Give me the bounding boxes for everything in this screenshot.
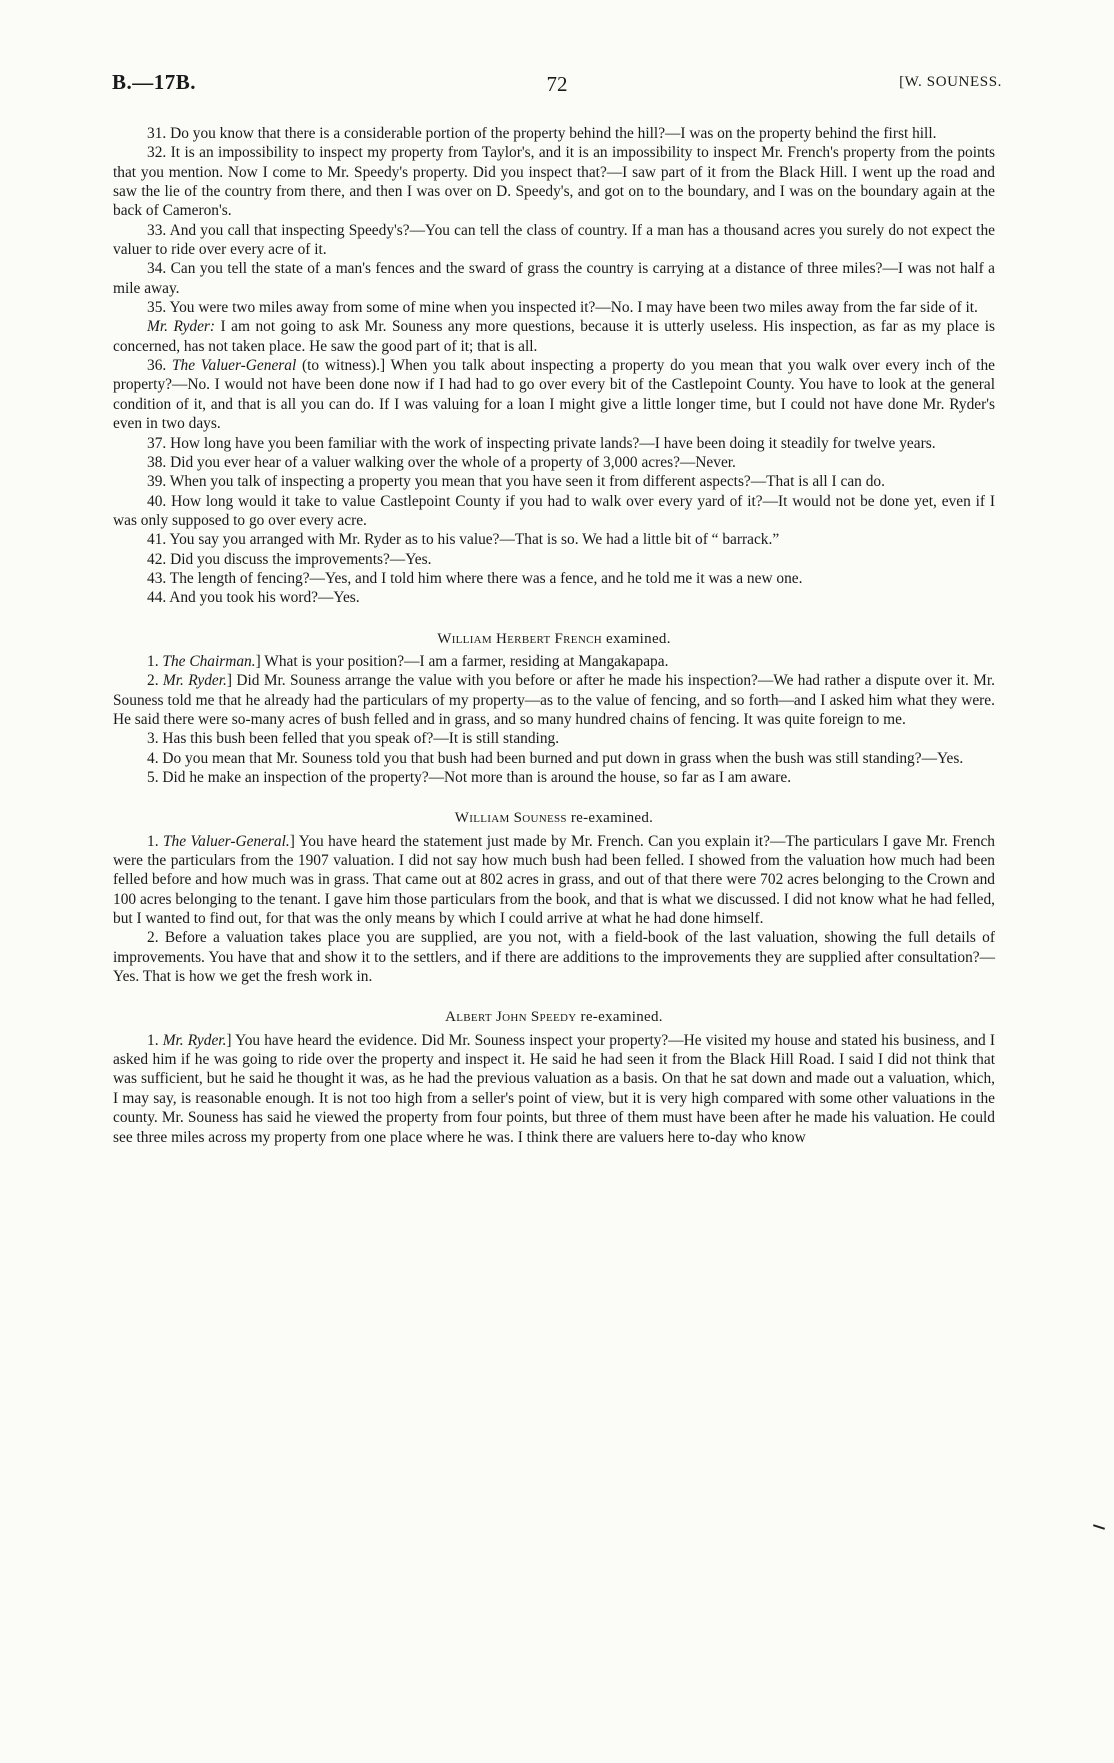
section-heading-french [113, 630, 995, 649]
paragraph-q37: 37. How long have you been familiar with the work of inspecting private lands?—I have been doing it steadily for twelve years. [147, 434, 936, 452]
paragraph-q43: 43. The length of fencing?—Yes, and I told him where there was a fence, and he told me it was a new one. [147, 569, 803, 587]
question-number: 1. [147, 652, 163, 670]
paragraph-q42: 42. Did you discuss the improvements?—Yes. [147, 550, 432, 568]
question-text: ] You have heard the statement just made by Mr. French. Can you explain it?—The particulars I gave Mr. French were the particulars from the 1907 valuation. I did not say how much bush had been felled. I showed from the valuation how much had been felled before and how much was in grass. That came out at 802 acres in grass, and out of that there were 702 acres belonging to the Crown and 100 acres belonging to the tenant. I gave him those particulars from the book, and that is what we discussed. I did not know what he had felled, but I wanted to find out, for that was the only means by which I could arrive at what he had done himself. [113, 832, 996, 928]
paragraph-french-q2 [113, 671, 995, 729]
series-number: B.—17B. [112, 70, 197, 94]
heading-suffix: examined. [601, 630, 671, 647]
paragraph-french-q5: 5. Did he make an inspection of the property?—Not more than is around the house, so far as I am aware. [147, 769, 792, 786]
paragraph-q35: 35. You were two miles away from some of mine when you inspected it?—No. I may have been two miles away from the far side of it. [147, 299, 978, 317]
section-heading-speedy [113, 1008, 995, 1027]
question-text: ] You have heard the evidence. Did Mr. Souness inspect your property?—He visited my house and stated his business, and I asked him if he was going to ride over the property and inspect it. He said he had seen it from the Black Hill Road. I said I did not think that was sufficient, but he said he thought it was, as he had the previous valuation as a basis. On that he sat down and made out a valuation, which, I may say, is reasonable enough. It is not too high from a seller's point of view, but it is very high compared with some other valuations in the county. Mr. Souness has said he viewed the property from four points, but three of them must have been after he made his valuation. He could see three miles across my property from one place where he was. I think there are valuers here to-day who know [113, 1031, 995, 1146]
running-head: [W. SOUNESS. [899, 74, 1002, 90]
paragraph-souness-q1 [113, 832, 995, 929]
witness-name: William Herbert French [437, 630, 602, 647]
paragraph-speedy-q1 [113, 1031, 995, 1147]
paragraph-ryder-statement [113, 317, 995, 356]
paragraph-french-q4: 4. Do you mean that Mr. Souness told you that bush had been burned and put down in grass when the bush was still standing?—Yes. [147, 749, 964, 767]
paragraph-french-q1 [113, 652, 995, 671]
heading-suffix: re-examined. [566, 810, 654, 827]
paragraph-q44: 44. And you took his word?—Yes. [147, 589, 360, 607]
paragraph-q36 [113, 356, 995, 433]
speaker: Mr. Ryder. [162, 1031, 227, 1049]
paragraph-q40: 40. How long would it take to value Castlepoint County if you had to walk over every yard of it?—It would not be done yet, even if I was only supposed to go over every acre. [113, 492, 995, 529]
speaker: The Valuer-General [171, 357, 297, 375]
paragraph-q33: 33. And you call that inspecting Speedy's?—You can tell the class of country. If a man has a thousand acres you surely do not expect the valuer to ride over every acre of it. [113, 221, 995, 259]
paragraph-q34: 34. Can you tell the state of a man's fences and the sward of grass the country is carrying at a distance of three miles?—I was not half a mile away. [113, 260, 995, 297]
speaker: Mr. Ryder. [162, 672, 227, 690]
margin-mark [1093, 1524, 1105, 1530]
question-text: (to witness).] When you talk about inspecting a property do you mean that you walk over every inch of the property?—No. I would not have been done now if I had had to go over every bit of the Castlepoint County. You have to look at the general condition of it, and that is all you can do. If I was valuing for a loan I might give a little longer time, but I could not have done Mr. Ryder's even in two days. [113, 357, 995, 433]
speaker: Mr. Ryder: [147, 318, 216, 336]
witness-name: Albert John Speedy [445, 1009, 577, 1026]
paragraph-french-q3: 3. Has this bush been felled that you speak of?—It is still standing. [147, 730, 560, 748]
paragraph-q32: 32. It is an impossibility to inspect my property from Taylor's, and it is an impossibility to inspect Mr. French's property from the points that you mention. Now I come to Mr. Speedy's property. Did you inspect that?—I saw part of it from the Black Hill. I went up the road and saw the lie of the country from there, and then I was over on D. Speedy's, and got on to the boundary, and I was on the boundary again at the back of Cameron's. [113, 144, 995, 220]
paragraph-q31: 31. Do you know that there is a considerable portion of the property behind the hill?—I was on the property behind the first hill. [147, 125, 937, 142]
page-header [112, 70, 1002, 100]
question-text: ] What is your position?—I am a farmer, residing at Mangakapapa. [255, 652, 669, 670]
paragraph-souness-q2: 2. Before a valuation takes place you are supplied, are you not, with a field-book of the last valuation, showing the full details of improvements. You have that and show it to the settlers, and if there are additions to the improvements they are supplied after consultation?—Yes. That is how we get the fresh work in. [113, 929, 995, 986]
speaker: The Valuer-General. [162, 832, 290, 850]
page-number: 72 [546, 72, 568, 96]
paragraph-q38: 38. Did you ever hear of a valuer walking over the whole of a property of 3,000 acres?—Never. [147, 453, 736, 471]
question-text: ] Did Mr. Souness arrange the value with you before or after he made his inspection?—We had rather a dispute over it. Mr. Souness told me that he already had the particulars of my property—as to the value of fencing, and so forth—and I asked him what they were. He said there were so-many acres of bush felled and in grass, and so many hundred chains of fencing. It was quite foreign to me. [113, 672, 995, 728]
statement-text: I am not going to ask Mr. Souness any more questions, because it is utterly useless. His inspection, as far as my place is concerned, has not taken place. He saw the good part of it; that is all. [113, 318, 995, 355]
question-number: 1. [147, 1031, 163, 1049]
question-number: 36. [147, 357, 172, 375]
paragraph-q41: 41. You say you arranged with Mr. Ryder as to his value?—That is so. We had a little bit of “ barrack.” [147, 531, 780, 549]
speaker: The Chairman. [162, 652, 256, 670]
heading-suffix: re-examined. [576, 1009, 663, 1026]
witness-name: William Souness [454, 810, 567, 827]
question-number: 2. [147, 672, 163, 690]
body-text [113, 124, 995, 1147]
section-heading-souness [113, 809, 995, 828]
paragraph-q39: 39. When you talk of inspecting a property you mean that you have seen it from different aspects?—That is all I can do. [147, 473, 885, 491]
question-number: 1. [147, 832, 163, 850]
